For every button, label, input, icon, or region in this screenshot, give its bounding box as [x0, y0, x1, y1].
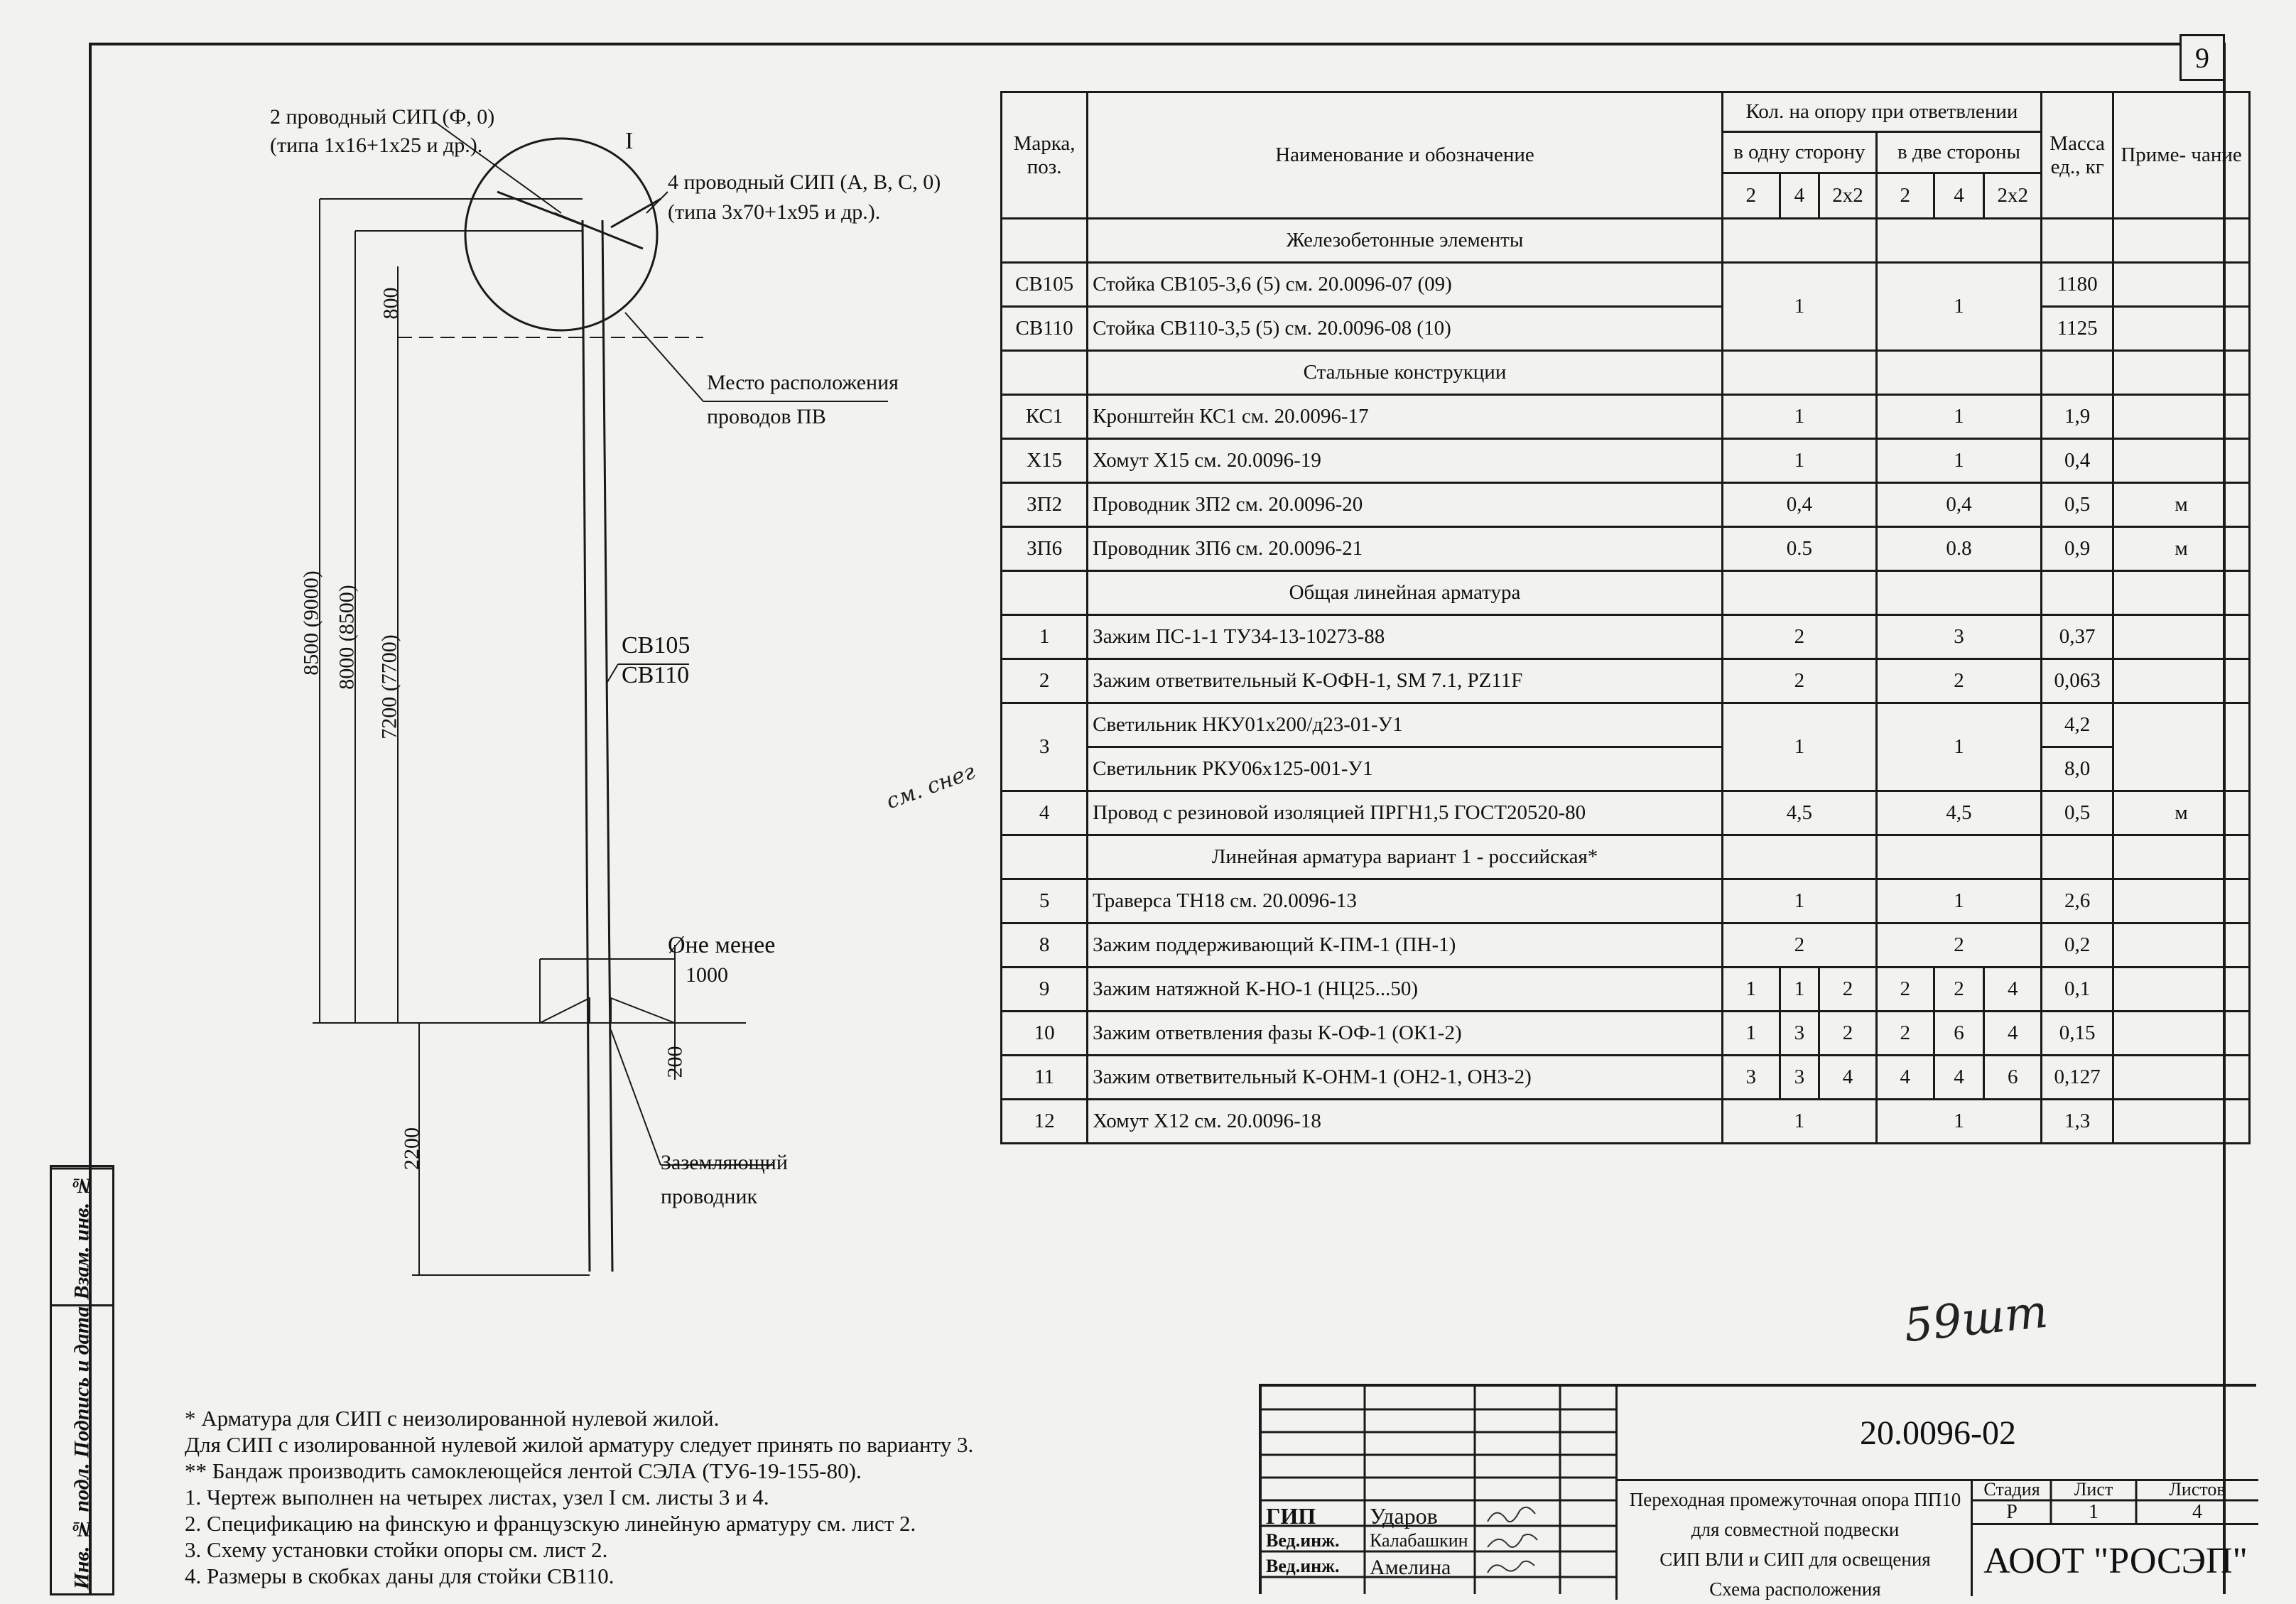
cell-name: Светильник НКУ01х200/д23-01-У1: [1088, 703, 1723, 747]
label-node: I: [625, 128, 634, 154]
cell-mass: 0,5: [2042, 483, 2113, 527]
table-row: [1002, 747, 2250, 791]
cell-qty: 4: [1876, 1056, 1934, 1100]
header-two-sides: в две стороны: [1876, 132, 2041, 173]
sub-header: 2: [1722, 173, 1780, 219]
cell-mass: 4,2: [2042, 703, 2113, 747]
cell-name: Траверса ТН18 см. 20.0096-13: [1088, 879, 1723, 923]
note-line: * Арматура для СИП с неизолированной нулевой жилой.: [185, 1406, 720, 1431]
cell-mark: 10: [1002, 1012, 1088, 1056]
cell-name: Светильник РКУ06х125-001-У1: [1088, 747, 1723, 791]
note-line: 2. Спецификацию на финскую и французскую линейную арматуру см. лист 2.: [185, 1511, 916, 1536]
cell-mass: 0,37: [2042, 615, 2113, 659]
cell-qty-two: 1: [1876, 703, 2041, 791]
cell-note: м: [2113, 791, 2250, 835]
pole-right-edge: [602, 220, 612, 1272]
cell-qty: 3: [1722, 1056, 1780, 1100]
cell-mass: 0,063: [2042, 659, 2113, 703]
handwritten-count: 59шт: [1901, 1285, 2051, 1353]
label-dim-8500: 8500 (9000): [299, 570, 323, 676]
cell-mark: 9: [1002, 968, 1088, 1012]
cell-mark: 2: [1002, 659, 1088, 703]
section-title: Общая линейная арматура: [1088, 571, 1723, 615]
label-diam: Øне менее: [668, 932, 776, 958]
cell-mark: СВ105: [1002, 263, 1088, 307]
cell-name: Проводник ЗП6 см. 20.0096-21: [1088, 527, 1723, 571]
label-dim-200: 200: [663, 1046, 687, 1078]
header-mass: Масса ед., кг: [2042, 92, 2113, 219]
cell-note: [2113, 879, 2250, 923]
cell-name: Стойка СВ105-3,6 (5) см. 20.0096-07 (09): [1088, 263, 1723, 307]
signature-2: [1488, 1534, 1537, 1547]
cell-qty-one: 1: [1722, 439, 1876, 483]
header-qty: Кол. на опору при ответвлении: [1722, 92, 2041, 132]
cell-name: Зажим ответвительный К-ОФН-1, SM 7.1, PZ11F: [1088, 659, 1723, 703]
cell-mark: 8: [1002, 923, 1088, 968]
header-one-side: в одну сторону: [1722, 132, 1876, 173]
cell-qty-one: 1: [1722, 703, 1876, 791]
cell-mass: 1180: [2042, 263, 2113, 307]
sub-header: 2: [1876, 173, 1934, 219]
title-line: для совместной подвески: [1691, 1519, 1900, 1540]
stamp-role: ГИП: [1266, 1503, 1316, 1529]
stamp-role: Вед.инж.: [1266, 1530, 1340, 1551]
table-row: [1002, 968, 2250, 1012]
section-title: Железобетонные элементы: [1088, 219, 1723, 263]
cell-qty: 6: [1984, 1056, 2042, 1100]
cell-qty: 1: [1722, 968, 1780, 1012]
cell-mark: ЗП2: [1002, 483, 1088, 527]
cell-qty: 2: [1876, 968, 1934, 1012]
table-row: [1002, 615, 2250, 659]
cell-qty-one: 4,5: [1722, 791, 1876, 835]
cell-mark: 12: [1002, 1100, 1088, 1144]
wire2-line: [497, 192, 590, 227]
cell-qty: 4: [1984, 968, 2042, 1012]
section-title: Линейная арматура вариант 1 - российская*: [1088, 835, 1723, 879]
leader-pole: [607, 664, 618, 682]
cell-qty-two: 2: [1876, 659, 2041, 703]
label-wire4-type: (типа 3х70+1х95 и др.).: [668, 200, 881, 224]
header-mark: Марка, поз.: [1002, 92, 1088, 219]
sub-header: 4: [1934, 173, 1984, 219]
cell-name: Зажим поддерживающий К-ПМ-1 (ПН-1): [1088, 923, 1723, 968]
cell-mark: ЗП6: [1002, 527, 1088, 571]
table-row: [1002, 1056, 2250, 1100]
cell-name: Зажим ответвления фазы К-ОФ-1 (ОК1-2): [1088, 1012, 1723, 1056]
side-stamp-inventory: Инв. № подл.: [70, 1462, 94, 1589]
stage-header: Стадия: [1983, 1479, 2040, 1500]
cell-qty: 2: [1934, 968, 1984, 1012]
cell-note: [2113, 923, 2250, 968]
label-dim-800: 800: [379, 287, 403, 320]
cell-qty-one: 1: [1722, 395, 1876, 439]
cell-mass: 0,5: [2042, 791, 2113, 835]
cell-name: Проводник ЗП2 см. 20.0096-20: [1088, 483, 1723, 527]
cell-name: Хомут Х15 см. 20.0096-19: [1088, 439, 1723, 483]
backfill-right: [611, 998, 675, 1023]
cell-mark: 4: [1002, 791, 1088, 835]
signature-1: [1488, 1507, 1535, 1522]
header-name: Наименование и обозначение: [1088, 92, 1723, 219]
cell-qty: 2: [1819, 1012, 1877, 1056]
cell-qty-one: 1: [1722, 1100, 1876, 1144]
section-row: [1002, 571, 2250, 615]
label-ground-1: Заземляющий: [661, 1151, 788, 1174]
table-row: [1002, 1100, 2250, 1144]
note-line: 1. Чертеж выполнен на четырех листах, узел I см. листы 3 и 4.: [185, 1485, 769, 1510]
sub-header: 4: [1780, 173, 1819, 219]
cell-note: м: [2113, 527, 2250, 571]
cell-qty-one: 0,4: [1722, 483, 1876, 527]
note-line: 4. Размеры в скобках даны для стойки СВ110.: [185, 1564, 614, 1588]
cell-mass: 1,9: [2042, 395, 2113, 439]
title-block: [1259, 1384, 2256, 1600]
section-row: [1002, 219, 2250, 263]
cell-name: Зажим натяжной К-НО-1 (НЦ25...50): [1088, 968, 1723, 1012]
title-line: Переходная промежуточная опора ПП10: [1629, 1489, 1961, 1510]
cell-mark: 1: [1002, 615, 1088, 659]
cell-note: [2113, 615, 2250, 659]
cell-mark: 5: [1002, 879, 1088, 923]
cell-name: Зажим ответвительный К-ОНМ-1 (ОН2-1, ОН3-2): [1088, 1056, 1723, 1100]
cell-qty-two: 1: [1876, 879, 2041, 923]
stamp-name: Амелина: [1370, 1556, 1451, 1579]
cell-mass: 2,6: [2042, 879, 2113, 923]
cell-mark: 3: [1002, 703, 1088, 791]
cell-qty: 1: [1780, 968, 1819, 1012]
cell-note: [2113, 1100, 2250, 1144]
title-line: Схема расположения: [1709, 1578, 1881, 1600]
stamp-name: Ударов: [1370, 1503, 1438, 1529]
table-row: [1002, 791, 2250, 835]
cell-qty-two: 1: [1876, 439, 2041, 483]
sheet-number: 9: [2179, 34, 2225, 81]
title-line: СИП ВЛИ и СИП для освещения: [1659, 1549, 1931, 1570]
cell-mark: СВ110: [1002, 307, 1088, 351]
sheet-value: 1: [2089, 1501, 2099, 1523]
label-ground-2: проводник: [661, 1185, 758, 1208]
cell-qty-two: 1: [1876, 263, 2041, 351]
cell-qty-two: 4,5: [1876, 791, 2041, 835]
label-dim-2200: 2200: [400, 1127, 423, 1170]
cell-qty-two: 2: [1876, 923, 2041, 968]
table-row: [1002, 439, 2250, 483]
label-pv-1: Место расположения: [707, 371, 899, 394]
cell-qty-one: 2: [1722, 659, 1876, 703]
label-wire4: 4 проводный СИП (А, В, С, 0): [668, 170, 941, 194]
node-circle: [465, 139, 657, 330]
label-dim-7200: 7200 (7700): [377, 634, 401, 739]
cell-qty-one: 1: [1722, 263, 1876, 351]
note-line: ** Бандаж производить самоклеющейся лентой СЭЛА (ТУ6-19-155-80).: [185, 1458, 862, 1483]
cell-qty: 2: [1876, 1012, 1934, 1056]
cell-mass: 0,4: [2042, 439, 2113, 483]
cell-qty: 3: [1780, 1012, 1819, 1056]
table-row: [1002, 659, 2250, 703]
stage-block: [1971, 1479, 2258, 1523]
cell-mark: Х15: [1002, 439, 1088, 483]
cell-mark: 11: [1002, 1056, 1088, 1100]
wire4-line: [611, 199, 661, 227]
section-row: [1002, 351, 2250, 395]
document-code: 20.0096-02: [1615, 1387, 2258, 1481]
cell-qty-two: 0.8: [1876, 527, 2041, 571]
handwritten-note: см. снег: [882, 759, 979, 815]
section-title: Стальные конструкции: [1088, 351, 1723, 395]
document-title: [1615, 1479, 1973, 1600]
cell-mass: 0,15: [2042, 1012, 2113, 1056]
cell-name: Кронштейн КС1 см. 20.0096-17: [1088, 395, 1723, 439]
cell-qty-two: 1: [1876, 1100, 2041, 1144]
label-pole-sv105: СВ105: [622, 632, 691, 659]
cell-note: [2113, 439, 2250, 483]
cell-mass: 1,3: [2042, 1100, 2113, 1144]
cell-qty-two: 0,4: [1876, 483, 2041, 527]
header-note: Приме- чание: [2113, 92, 2250, 219]
sheets-value: 4: [2192, 1501, 2202, 1523]
cell-qty: 4: [1984, 1012, 2042, 1056]
table-row: [1002, 395, 2250, 439]
label-diam-value: 1000: [686, 963, 728, 987]
stamp-name: Калабашкин: [1370, 1530, 1468, 1551]
cell-qty-two: 1: [1876, 395, 2041, 439]
cell-mass: 8,0: [2042, 747, 2113, 791]
cell-qty-one: 1: [1722, 879, 1876, 923]
cell-note: [2113, 659, 2250, 703]
table-row: [1002, 263, 2250, 307]
label-wire2-type: (типа 1х16+1х25 и др.).: [270, 134, 483, 157]
side-stamp-replace: Взам. инв. №: [52, 1167, 112, 1304]
stage-value: Р: [2006, 1501, 2018, 1523]
label-wire2: 2 проводный СИП (Ф, 0): [270, 105, 495, 129]
sheet-header: Лист: [2074, 1479, 2113, 1500]
section-row: [1002, 835, 2250, 879]
cell-mass: 0,9: [2042, 527, 2113, 571]
table-row: [1002, 923, 2250, 968]
cell-mass: 0,1: [2042, 968, 2113, 1012]
cell-note: [2113, 395, 2250, 439]
cell-qty-two: 3: [1876, 615, 2041, 659]
label-dim-8000: 8000 (8500): [335, 585, 359, 690]
side-stamp-signature: Подпись и дата: [52, 1304, 112, 1458]
table-row: [1002, 307, 2250, 351]
cell-qty-one: 2: [1722, 923, 1876, 968]
spec-table: [1000, 91, 2251, 1144]
leader-pv: [625, 313, 703, 401]
sub-header: 2х2: [1819, 173, 1877, 219]
label-pv-2: проводов ПВ: [707, 405, 826, 428]
note-line: Для СИП с изолированной нулевой жилой арматуру следует принять по варианту 3.: [185, 1432, 974, 1457]
organization-name: АООТ "РОСЭП": [1971, 1523, 2258, 1596]
leader-ground: [611, 1030, 661, 1165]
cell-qty: 4: [1819, 1056, 1877, 1100]
cell-qty: 1: [1722, 1012, 1780, 1056]
cell-qty: 6: [1934, 1012, 1984, 1056]
cell-qty: 3: [1780, 1056, 1819, 1100]
table-row: [1002, 703, 2250, 747]
cell-name: Стойка СВ110-3,5 (5) см. 20.0096-08 (10): [1088, 307, 1723, 351]
cell-mass: 0,127: [2042, 1056, 2113, 1100]
sheets-header: Листов: [2169, 1479, 2226, 1500]
note-line: 3. Схему установки стойки опоры см. лист 2.: [185, 1537, 608, 1562]
label-pole-sv110: СВ110: [622, 662, 690, 688]
stamp-role: Вед.инж.: [1266, 1556, 1340, 1576]
cell-qty: 4: [1934, 1056, 1984, 1100]
table-row: [1002, 879, 2250, 923]
cell-name: Зажим ПС-1-1 ТУ34-13-10273-88: [1088, 615, 1723, 659]
cell-name: Хомут Х12 см. 20.0096-18: [1088, 1100, 1723, 1144]
table-row: [1002, 527, 2250, 571]
table-row: [1002, 1012, 2250, 1056]
backfill-left: [540, 998, 590, 1023]
cell-qty-one: 2: [1722, 615, 1876, 659]
cell-name: Провод с резиновой изоляцией ПРГН1,5 ГОСТ20520-80: [1088, 791, 1723, 835]
drawing-notes: [185, 1405, 973, 1589]
cell-mark: КС1: [1002, 395, 1088, 439]
cell-qty-one: 0.5: [1722, 527, 1876, 571]
cell-qty: 2: [1819, 968, 1877, 1012]
sub-header: 2х2: [1984, 173, 2042, 219]
pole-left-edge: [583, 220, 590, 1272]
table-row: [1002, 483, 2250, 527]
signature-3: [1488, 1561, 1534, 1573]
cell-note: м: [2113, 483, 2250, 527]
cell-mass: 1125: [2042, 307, 2113, 351]
cell-mass: 0,2: [2042, 923, 2113, 968]
